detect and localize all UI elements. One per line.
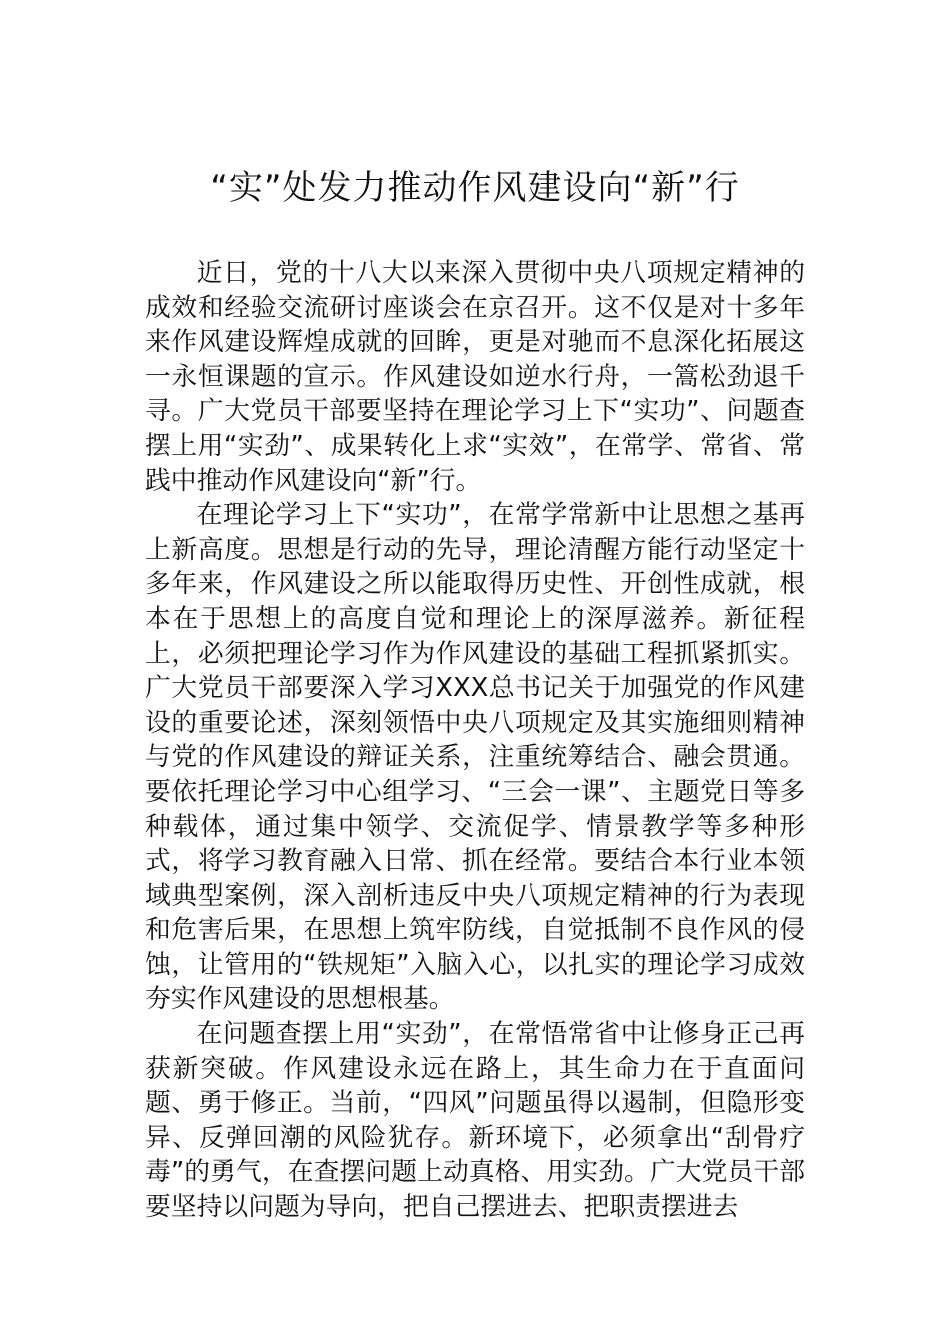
document-body <box>145 256 805 1326</box>
document-title: “实”处发力推动作风建设向“新”行 <box>210 168 740 208</box>
paragraph-theory-study: 在理论学习上下“实功”，在常学常新中让思想之基再上新高度。思想是行动的先导，理论清醒方能行动坚定十多年来，作风建设之所以能取得历史性、开创性成就，根本在于思想上的高度自觉和理论上的深厚滋养。新征程上，必须把理论学习作为作风建设的基础工程抓紧抓实。广大党员干部要深入学习XXX总书记关于加强党的作风建设的重要论述，深刻领悟中央八项规定及其实施细则精神与党的作风建设的辩证关系，注重统筹结合、融会贯通。要依托理论学习中心组学习、“三会一课”、主题党日等多种载体，通过集中领学、交流促学、情景教学等多种形式，将学习教育融入日常、抓在经常。要结合本行业本领域典型案例，深入剖析违反中央八项规定精神的行为表现和危害后果，在思想上筑牢防线，自觉抵制不良作风的侵蚀，让管用的“铁规矩”入脑入心，以扎实的理论学习成效夯实作风建设的思想根基。 <box>145 500 805 1015</box>
paragraph-intro: 近日，党的十八大以来深入贯彻中央八项规定精神的成效和经验交流研讨座谈会在京召开。这不仅是对十多年来作风建设辉煌成就的回眸，更是对驰而不息深化拓展这一永恒课题的宣示。作风建设如逆水行舟，一篙松劲退千寻。广大党员干部要坚持在理论学习上下“实功”、问题查摆上用“实劲”、成果转化上求“实效”，在常学、常省、常践中推动作风建设向“新”行。 <box>145 258 805 496</box>
paragraph-problem-review: 在问题查摆上用“实劲”，在常悟常省中让修身正己再获新突破。作风建设永远在路上，其生命力在于直面问题、勇于修正。当前，“四风”问题虽得以遏制，但隐形变异、反弹回潮的风险犹存。新环境下，必须拿出“刮骨疗毒”的勇气，在查摆问题上动真格、用实劲。广大党员干部要坚持以问题为导向，把自己摆进去、把职责摆进去 <box>145 1019 805 1223</box>
